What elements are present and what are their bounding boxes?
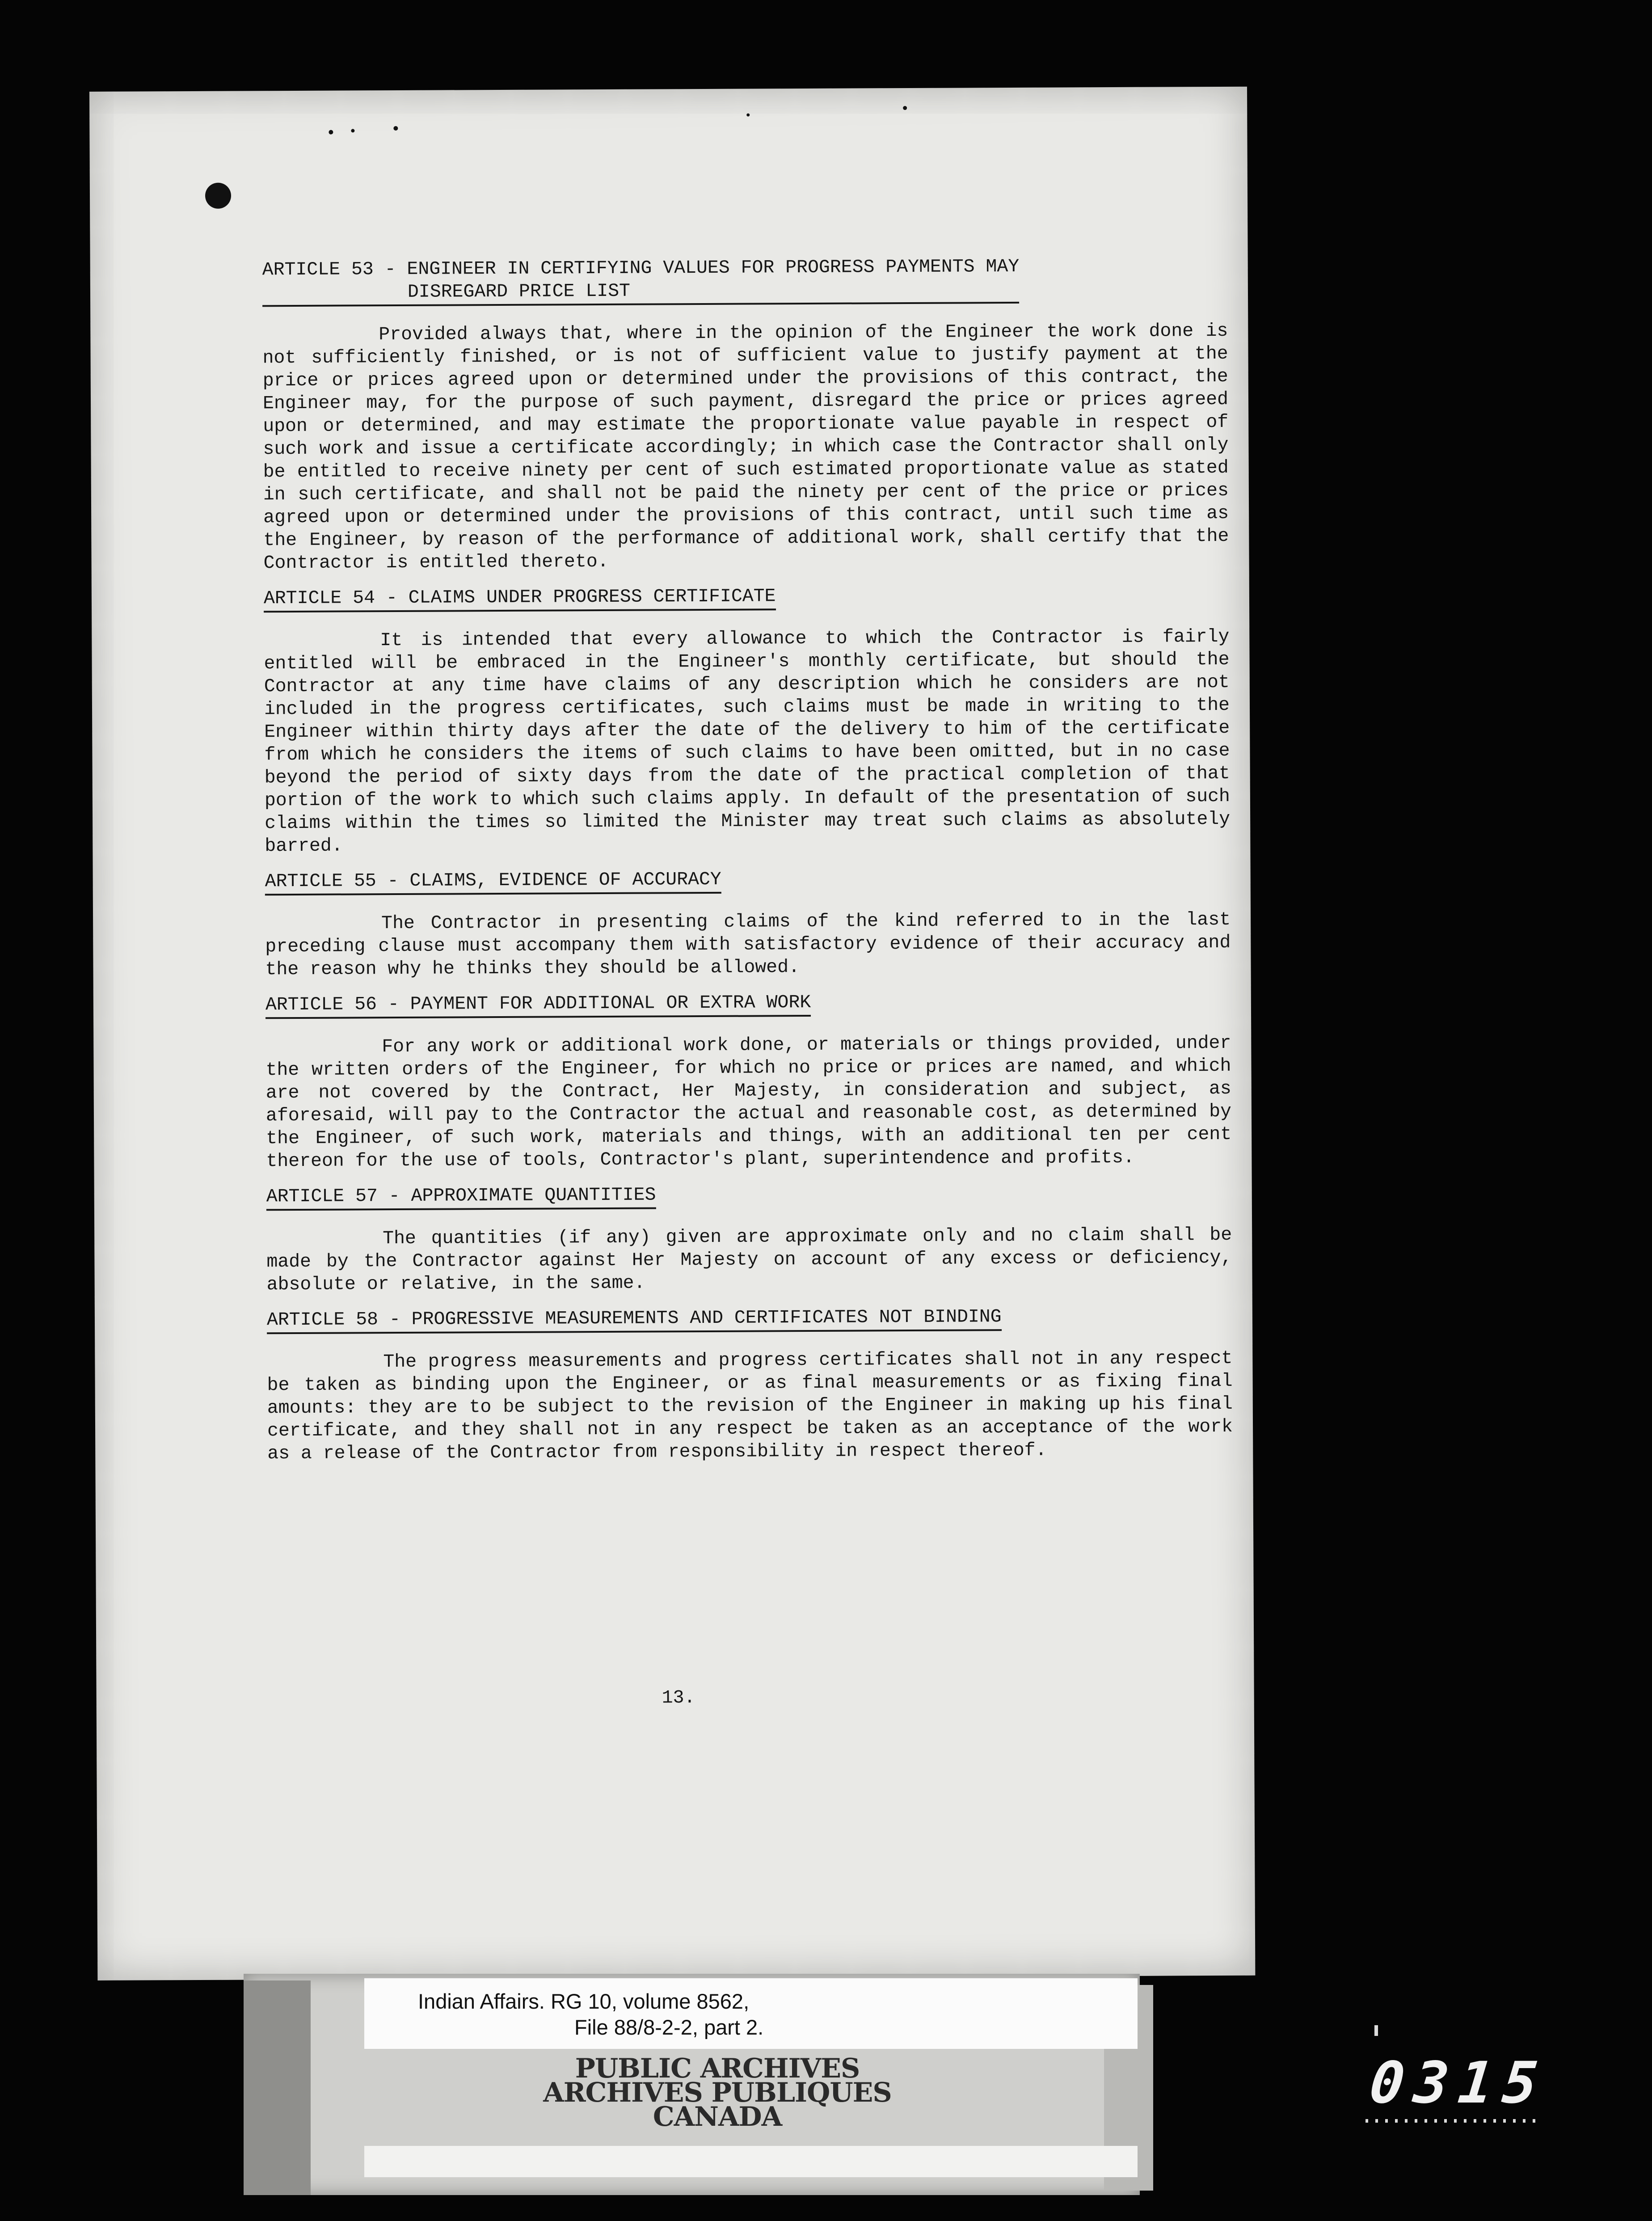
- speck-mark: [746, 114, 750, 117]
- article-paragraph: For any work or additional work done, or materials or things provided, under the written orders of the Engineer, for which no price or prices are named, and which are not covered by the Contract, Her Majesty, in consideration and subject, as aforesaid, will pay to the Contractor the actual and reasonable cost, as determined by the Engineer, of such work, materials and things, with an additional ten per cent thereon for the use of tools, Contractor's plant, superintendence and profits.: [266, 1032, 1232, 1172]
- article-paragraph: The Contractor in presenting claims of the kind referred to in the last preceding clause must accompany them with satisfactory evidence of their accuracy and the reason why he thinks they should be allowed.: [265, 909, 1231, 980]
- article-paragraph: The progress measurements and progress certificates shall not in any respect be taken as binding upon the Engineer, or as final measurements or as fixing final amounts: they are to be subject to the revision of the Engineer in making up his final certificate, and they shall not in any respect be taken as an acceptance of the work as a release of the Contractor from responsibility in respect thereof.: [267, 1347, 1233, 1465]
- heading-line-2: DISREGARD PRICE LIST: [407, 280, 631, 303]
- article-heading: ARTICLE 55 - CLAIMS, EVIDENCE OF ACCURACY: [265, 868, 721, 895]
- stamp-line-3: CANADA: [653, 2101, 782, 2132]
- speck-mark: [393, 126, 398, 131]
- page-number: 13.: [662, 1687, 695, 1709]
- article-heading: ARTICLE 57 - APPROXIMATE QUANTITIES: [266, 1183, 656, 1211]
- article-55: [265, 866, 1231, 981]
- article-58: [267, 1305, 1233, 1465]
- article-heading: [262, 255, 1020, 307]
- speck-mark: [351, 129, 354, 132]
- heading-line-1: ARTICLE 53 - ENGINEER IN CERTIFYING VALUES FOR PROGRESS PAYMENTS MAY: [262, 256, 1020, 281]
- article-56: [266, 989, 1232, 1173]
- article-53: [262, 254, 1229, 574]
- frame-ticks: [1365, 2119, 1535, 2123]
- stamp-line-1: PUBLIC ARCHIVES: [575, 2053, 860, 2084]
- archive-reference-line-1: Indian Affairs. RG 10, volume 8562,: [418, 1989, 750, 2013]
- speck-mark: [329, 130, 333, 135]
- archive-reference-line-2: File 88/8-2-2, part 2.: [574, 2015, 764, 2039]
- article-heading: ARTICLE 58 - PROGRESSIVE MEASUREMENTS AND CERTIFICATES NOT BINDING: [267, 1305, 1002, 1334]
- frame-number: 0315: [1366, 2050, 1551, 2116]
- document-page: [89, 87, 1255, 1980]
- archive-reference: [418, 1989, 763, 2040]
- article-heading: ARTICLE 56 - PAYMENT FOR ADDITIONAL OR EXTRA WORK: [266, 991, 811, 1019]
- article-paragraph: The quantities (if any) given are approximate only and no claim shall be made by the Contractor against Her Majesty on account of any excess or deficiency, absolute or relative, in the same.: [266, 1224, 1232, 1296]
- hole-punch-mark: [205, 183, 231, 209]
- speck-mark: [903, 106, 907, 110]
- article-paragraph: Provided always that, where in the opinion of the Engineer the work done is not sufficiently finished, or is not of sufficient value to justify payment at the price or prices agreed upon or determined under the provisions of this contract, the Engineer may, for the purpose of such payment, disregard the price or prices agreed upon or determined, and may estimate the proportionate value payable in respect of such work and issue a certificate accordingly; in which case the Contractor shall only be entitled to receive ninety per cent of such estimated proportionate value as stated in such certificate, and shall not be paid the ninety per cent of the price or prices agreed upon or determined under the provisions of this contract, until such time as the Engineer, by reason of the performance of additional work, shall certify that the Contractor is entitled thereto.: [262, 320, 1229, 574]
- archives-stamp: [465, 2053, 970, 2132]
- clip-edge: [244, 1980, 311, 2195]
- article-paragraph: It is intended that every allowance to which the Contractor is fairly entitled will be embraced in the Engineer's monthly certificate, but should the Contractor at any time have claims of any description which he considers are not included in the progress certificates, such claims must be made in writing to the Engineer within thirty days after the date of the delivery to him of the certificate from which he considers the items of such claims to have been omitted, but in no case beyond the period of sixty days from the date of the practical completion of that portion of the work to which such claims apply. In default of the presentation of such claims within the times so limited the Minister may treat such claims as absolutely barred.: [264, 626, 1231, 857]
- article-57: [266, 1181, 1232, 1296]
- frame-mark: [1374, 2025, 1378, 2036]
- label-strip: [364, 2146, 1138, 2177]
- stamp-line-2: ARCHIVES PUBLIQUES: [543, 2077, 892, 2108]
- article-54: [264, 583, 1231, 857]
- document-body: [262, 254, 1233, 1478]
- article-heading: ARTICLE 54 - CLAIMS UNDER PROGRESS CERTIFICATE: [264, 585, 776, 612]
